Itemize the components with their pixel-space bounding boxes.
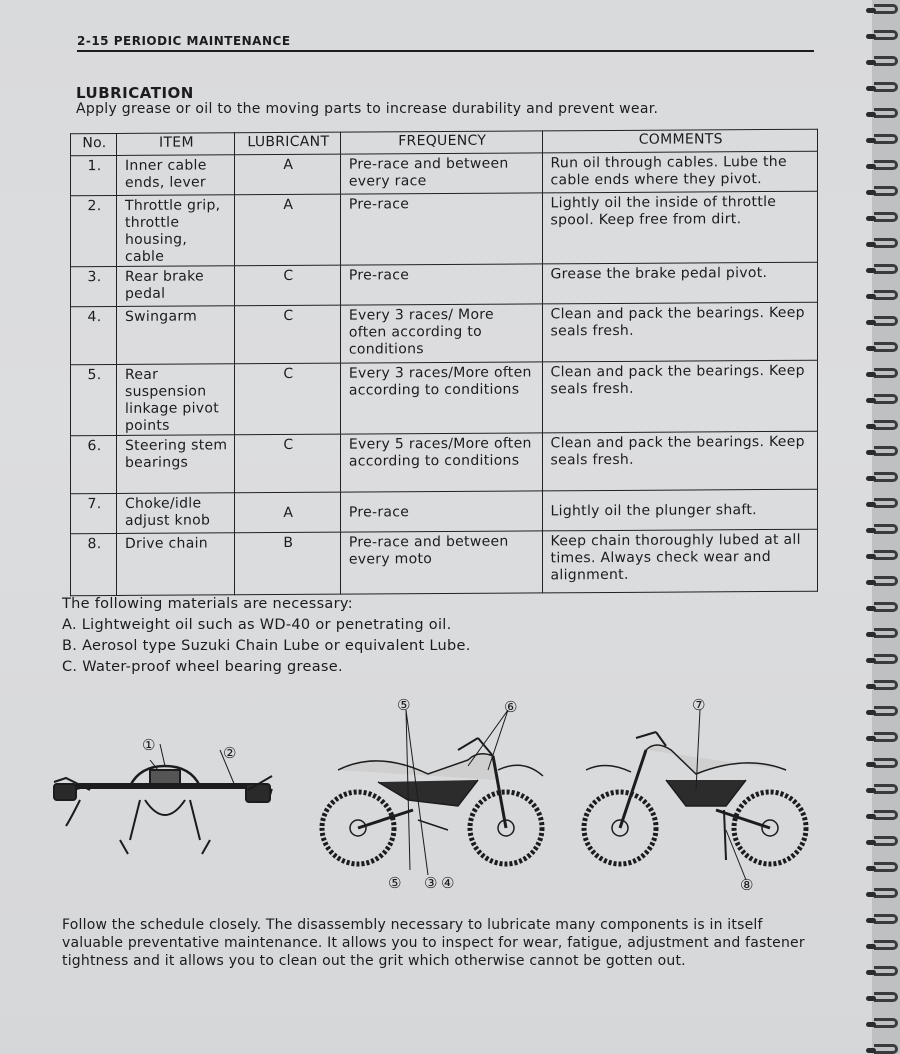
material-item: B. Aerosol type Suzuki Chain Lube or equivalent Lube. — [62, 638, 471, 654]
cell-frequency: Pre-race — [340, 264, 542, 305]
cell-frequency: Pre-race — [340, 193, 542, 265]
spiral-coil — [874, 30, 898, 40]
spiral-coil — [874, 706, 898, 716]
spiral-coil — [874, 342, 898, 352]
col-header-frequency: FREQUENCY — [340, 131, 542, 154]
callout-3: ③ — [424, 874, 438, 892]
cell-item: Rear brake pedal — [116, 266, 234, 307]
cell-no: 5. — [71, 365, 117, 436]
motorcycle-left-side-illustration — [576, 710, 811, 890]
spiral-coil — [874, 784, 898, 794]
col-header-item: ITEM — [116, 133, 234, 156]
spiral-coil — [874, 810, 898, 820]
table-row — [71, 151, 818, 196]
cell-frequency: Every 3 races/More often according to conditions — [340, 362, 542, 434]
spiral-coil — [874, 654, 898, 664]
spiral-coil — [874, 472, 898, 482]
spiral-coil — [874, 914, 898, 924]
cell-lubricant: C — [234, 434, 340, 493]
footer-paragraph: Follow the schedule closely. The disassembly necessary to lubricate many components is in itself valuable preventative maintenance. It allows you to inspect for wear, fatigue, adjustment and fastener tightness and it allows you to clean out the grit which otherwise cannot be gotten out. — [62, 917, 805, 969]
spiral-coil — [874, 82, 898, 92]
page-header: 2-15 PERIODIC MAINTENANCE — [77, 34, 814, 52]
cell-comments: Lightly oil the inside of throttle spool. Keep free from dirt. — [542, 191, 817, 264]
cell-lubricant: C — [234, 305, 340, 364]
cell-no: 8. — [71, 534, 117, 596]
cell-frequency: Every 3 races/ More often according to conditions — [340, 304, 542, 363]
spiral-coil — [874, 550, 898, 560]
material-item: A. Lightweight oil such as WD-40 or penetrating oil. — [62, 617, 452, 633]
spiral-coil — [874, 160, 898, 170]
cell-lubricant: A — [234, 194, 340, 266]
spiral-coil — [874, 368, 898, 378]
callout-2: ② — [223, 744, 237, 762]
cell-item: Rear suspension linkage pivot points — [116, 364, 234, 436]
materials-intro: The following materials are necessary: — [62, 596, 353, 612]
handlebar-illustration — [50, 730, 280, 860]
motorcycle-right-side-illustration — [318, 710, 553, 890]
spiral-coil — [874, 628, 898, 638]
cell-comments: Clean and pack the bearings. Keep seals fresh. — [542, 431, 817, 491]
cell-frequency: Pre-race and between every race — [340, 153, 542, 194]
spiral-coil — [874, 602, 898, 612]
table-row — [71, 529, 818, 596]
cell-item: Steering stem bearings — [116, 435, 234, 494]
cell-lubricant: A — [234, 154, 340, 195]
cell-no: 4. — [71, 307, 117, 365]
spiral-coil — [874, 888, 898, 898]
spiral-coil — [874, 56, 898, 66]
spiral-coil — [874, 836, 898, 846]
spiral-coil — [874, 680, 898, 690]
cell-comments: Clean and pack the bearings. Keep seals fresh. — [542, 302, 817, 362]
cell-lubricant: C — [234, 265, 340, 306]
cell-comments: Lightly oil the plunger shaft. — [542, 489, 817, 531]
spiral-coil — [874, 420, 898, 430]
table-row — [71, 262, 818, 307]
callout-5-top: ⑤ — [397, 696, 411, 714]
table-row — [71, 431, 818, 494]
spiral-coil — [874, 264, 898, 274]
cell-item: Drive chain — [116, 533, 234, 596]
materials-list — [62, 594, 471, 678]
spiral-coil — [874, 576, 898, 586]
cell-item: Inner cable ends, lever — [116, 155, 234, 196]
spiral-binding — [872, 0, 900, 1054]
spiral-coil — [874, 1018, 898, 1028]
section-intro: Apply grease or oil to the moving parts to increase durability and prevent wear. — [76, 101, 659, 117]
cell-item: Choke/idle adjust knob — [116, 493, 234, 534]
cell-frequency: Pre-race and between every moto — [340, 531, 542, 594]
spiral-coil — [874, 4, 898, 14]
cell-comments: Clean and pack the bearings. Keep seals fresh. — [542, 360, 817, 433]
cell-item: Swingarm — [116, 306, 234, 365]
table-row — [71, 302, 818, 365]
callout-8: ⑧ — [740, 876, 754, 894]
cell-frequency: Pre-race — [340, 491, 542, 532]
table-row — [71, 360, 818, 436]
cell-comments: Grease the brake pedal pivot. — [542, 262, 817, 304]
cell-no: 7. — [71, 494, 117, 534]
spiral-coil — [874, 108, 898, 118]
callout-6: ⑥ — [504, 698, 518, 716]
table-row — [71, 489, 818, 534]
lubrication-table — [70, 129, 818, 597]
spiral-coil — [874, 238, 898, 248]
spiral-coil — [874, 758, 898, 768]
table-row — [71, 191, 818, 267]
cell-lubricant: B — [234, 532, 340, 595]
spiral-coil — [874, 290, 898, 300]
cell-no: 3. — [71, 267, 117, 307]
cell-frequency: Every 5 races/More often according to conditions — [340, 433, 542, 492]
material-item: C. Water-proof wheel bearing grease. — [62, 659, 343, 675]
cell-no: 6. — [71, 436, 117, 494]
col-header-comments: COMMENTS — [542, 129, 817, 153]
cell-comments: Keep chain thoroughly lubed at all times. Always check wear and alignment. — [542, 529, 817, 593]
callout-5-bottom: ⑤ — [388, 874, 402, 892]
callout-7: ⑦ — [692, 696, 706, 714]
col-header-no: No. — [71, 134, 117, 156]
spiral-coil — [874, 524, 898, 534]
section-title: LUBRICATION — [76, 84, 194, 102]
spiral-coil — [874, 446, 898, 456]
spiral-coil — [874, 732, 898, 742]
callout-1: ① — [142, 736, 156, 754]
cell-item: Throttle grip, throttle housing, cable — [116, 195, 234, 267]
spiral-coil — [874, 212, 898, 222]
spiral-coil — [874, 1044, 898, 1054]
spiral-coil — [874, 498, 898, 508]
cell-lubricant: C — [234, 363, 340, 435]
callout-4: ④ — [441, 874, 455, 892]
spiral-coil — [874, 186, 898, 196]
spiral-coil — [874, 992, 898, 1002]
cell-comments: Run oil through cables. Lube the cable ends where they pivot. — [542, 151, 817, 193]
spiral-coil — [874, 966, 898, 976]
spiral-coil — [874, 394, 898, 404]
cell-no: 2. — [71, 196, 117, 267]
spiral-coil — [874, 940, 898, 950]
spiral-coil — [874, 134, 898, 144]
col-header-lubricant: LUBRICANT — [234, 132, 340, 155]
lubrication-point-figures — [0, 690, 872, 900]
spiral-coil — [874, 862, 898, 872]
spiral-coil — [874, 316, 898, 326]
cell-no: 1. — [71, 156, 117, 196]
cell-lubricant: A — [234, 492, 340, 533]
